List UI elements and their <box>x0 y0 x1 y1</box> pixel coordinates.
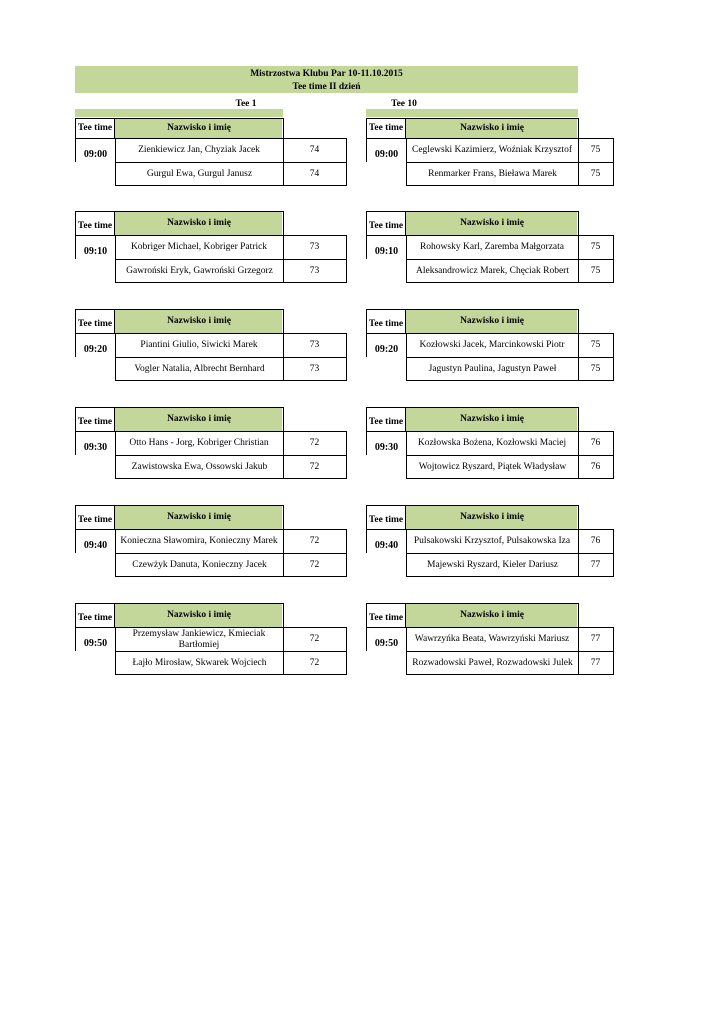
tee1-player-names: Gurgul Ewa, Gurgul Janusz <box>115 162 284 186</box>
tee1-name-header: Nazwisko i imię <box>115 407 284 431</box>
tee10-player-names: Pulsakowski Krzysztof, Pulsakowska Iza <box>406 529 579 553</box>
page-title: Mistrzostwa Klubu Par 10-11.10.2015 <box>250 69 403 79</box>
tee10-name-header: Nazwisko i imię <box>406 407 579 431</box>
tee1-tee-time-cell: 09:40 <box>75 529 116 553</box>
tee10-tee-time-header: Tee time <box>366 211 406 235</box>
tee1-player-names: Vogler Natalia, Albrecht Bernhard <box>115 357 284 381</box>
tee10-tee-time-header: Tee time <box>366 603 406 627</box>
tee10-tee-time-cell: 09:40 <box>366 529 407 553</box>
tee10-tee-time-header: Tee time <box>366 407 406 431</box>
tee10-handicap-value: 77 <box>578 553 614 577</box>
tee10-tee-time-header: Tee time <box>366 309 406 333</box>
tee10-player-names: Majewski Ryszard, Kieler Dariusz <box>406 553 579 577</box>
tee10-name-header: Nazwisko i imię <box>406 211 579 235</box>
tee10-handicap-value: 75 <box>578 138 614 162</box>
tee10-player-names: Aleksandrowicz Marek, Chęciak Robert <box>406 259 579 283</box>
tee1-handicap-value: 72 <box>283 627 347 651</box>
tee1-handicap-value: 72 <box>283 455 347 479</box>
tee1-tee-time-header: Tee time <box>75 118 115 138</box>
tee10-handicap-value: 75 <box>578 333 614 357</box>
tee1-player-names: Otto Hans - Jorg, Kobriger Christian <box>115 431 284 455</box>
tee10-name-header: Nazwisko i imię <box>406 505 579 529</box>
tee10-tee-time-cell: 09:50 <box>366 627 407 651</box>
tee10-handicap-value: 75 <box>578 162 614 186</box>
tee1-tee-time-cell: 09:00 <box>75 138 116 162</box>
green-strip-left <box>75 109 283 117</box>
tee1-handicap-value: 74 <box>283 162 347 186</box>
tee1-handicap-value: 72 <box>283 651 347 675</box>
tee1-tee-time-header: Tee time <box>75 505 115 529</box>
tee10-handicap-value: 75 <box>578 357 614 381</box>
tee1-tee-time-header: Tee time <box>75 309 115 333</box>
tee1-player-names: Zawistowska Ewa, Ossowski Jakub <box>115 455 284 479</box>
tee10-tee-time-cell: 09:10 <box>366 235 407 259</box>
tee10-tee-time-header: Tee time <box>366 118 406 138</box>
tee1-tee-time-cell: 09:20 <box>75 333 116 357</box>
tee10-handicap-value: 76 <box>578 431 614 455</box>
tee1-name-header: Nazwisko i imię <box>115 118 284 138</box>
tee10-player-names: Rohowsky Karl, Zaremba Małgorzata <box>406 235 579 259</box>
tee10-tee-time-header: Tee time <box>366 505 406 529</box>
tee1-player-names: Konieczna Sławomira, Konieczny Marek <box>115 529 284 553</box>
tee10-player-names: Kozłowska Bożena, Kozłowski Maciej <box>406 431 579 455</box>
tee1-tee-time-cell: 09:10 <box>75 235 116 259</box>
tee1-handicap-value: 73 <box>283 357 347 381</box>
tee1-handicap-value: 73 <box>283 259 347 283</box>
tee10-player-names: Renmarker Frans, Bieława Marek <box>406 162 579 186</box>
tee10-tee-time-cell: 09:30 <box>366 431 407 455</box>
tee10-player-names: Rozwadowski Paweł, Rozwadowski Julek <box>406 651 579 675</box>
tee1-player-names: Gawroński Eryk, Gawroński Grzegorz <box>115 259 284 283</box>
tee10-handicap-value: 75 <box>578 235 614 259</box>
tee10-label: Tee 10 <box>391 99 417 109</box>
tee10-name-header: Nazwisko i imię <box>406 603 579 627</box>
tee10-name-header: Nazwisko i imię <box>406 118 579 138</box>
tee1-handicap-value: 72 <box>283 529 347 553</box>
tee1-player-names: Kobriger Michael, Kobriger Patrick <box>115 235 284 259</box>
tee1-player-names: Zienkiewicz Jan, Chyziak Jacek <box>115 138 284 162</box>
tee1-handicap-value: 72 <box>283 431 347 455</box>
tee1-label: Tee 1 <box>235 99 257 109</box>
tee1-handicap-value: 72 <box>283 553 347 577</box>
tee1-player-names: Czewżyk Danuta, Konieczny Jacek <box>115 553 284 577</box>
tee10-handicap-value: 77 <box>578 627 614 651</box>
tee10-tee-time-cell: 09:20 <box>366 333 407 357</box>
tee1-tee-time-cell: 09:30 <box>75 431 116 455</box>
green-strip-right <box>366 109 578 117</box>
tee1-tee-time-header: Tee time <box>75 407 115 431</box>
tee10-player-names: Kozłowski Jacek, Marcinkowski Piotr <box>406 333 579 357</box>
tee1-player-names: Piantini Giulio, Siwicki Marek <box>115 333 284 357</box>
tee10-handicap-value: 76 <box>578 455 614 479</box>
tee10-player-names: Jagustyn Paulina, Jagustyn Paweł <box>406 357 579 381</box>
tee1-handicap-value: 73 <box>283 235 347 259</box>
tee10-handicap-value: 77 <box>578 651 614 675</box>
tee10-name-header: Nazwisko i imię <box>406 309 579 333</box>
tee1-tee-time-header: Tee time <box>75 211 115 235</box>
tee1-name-header: Nazwisko i imię <box>115 603 284 627</box>
tee10-handicap-value: 75 <box>578 259 614 283</box>
tee10-player-names: Ceglewski Kazimierz, Woźniak Krzysztof <box>406 138 579 162</box>
tee1-handicap-value: 74 <box>283 138 347 162</box>
tee1-name-header: Nazwisko i imię <box>115 211 284 235</box>
page-subtitle: Tee time II dzień <box>292 82 361 92</box>
tee10-tee-time-cell: 09:00 <box>366 138 407 162</box>
tee1-tee-time-header: Tee time <box>75 603 115 627</box>
tee1-name-header: Nazwisko i imię <box>115 505 284 529</box>
tee10-player-names: Wawrzyńka Beata, Wawrzyński Mariusz <box>406 627 579 651</box>
tee1-handicap-value: 73 <box>283 333 347 357</box>
tee1-player-names: Przemysław Jankiewicz, Kmieciak Bartłomiej <box>115 627 284 651</box>
tee1-name-header: Nazwisko i imię <box>115 309 284 333</box>
tee10-handicap-value: 76 <box>578 529 614 553</box>
tee1-player-names: Łajło Mirosław, Skwarek Wojciech <box>115 651 284 675</box>
tee10-player-names: Wojtowicz Ryszard, Piątek Władysław <box>406 455 579 479</box>
tee1-tee-time-cell: 09:50 <box>75 627 116 651</box>
